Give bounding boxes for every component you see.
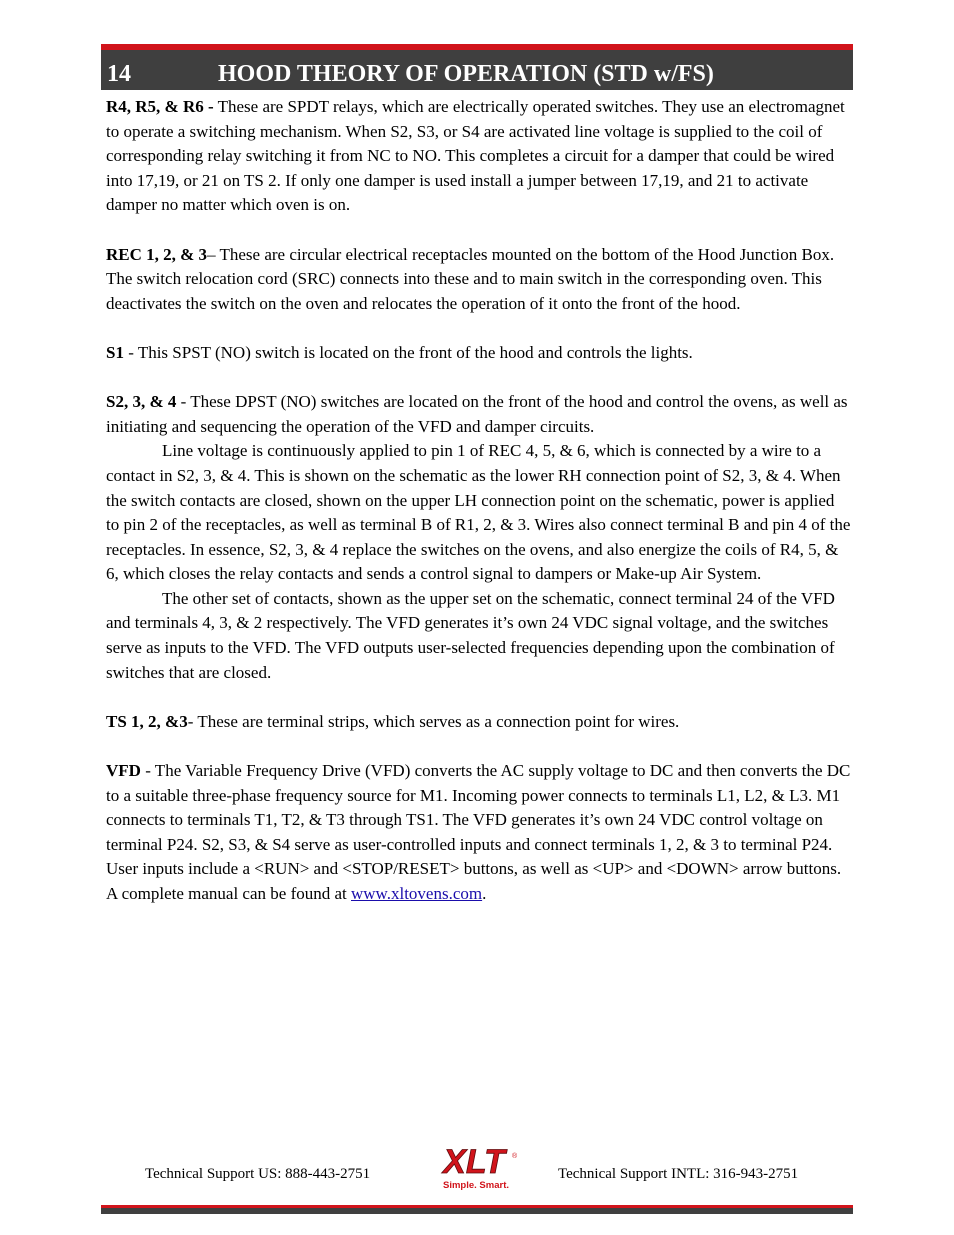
paragraph-s234 [106,390,851,439]
text-s1: - This SPST (NO) switch is located on the front of the hood and controls the lights. [123,342,693,362]
footer-support-us: Technical Support US: 888-443-2751 [145,1166,371,1182]
footer-support-intl: Technical Support INTL: 316-943-2751 [558,1166,799,1182]
term-s1: S1 [106,342,124,362]
text-vfd-tail: . [482,884,487,903]
logo-wordmark: XLT [443,1143,505,1181]
paragraph-receptacles [106,243,851,317]
xlt-logo [428,1142,524,1192]
paragraph-s234-line-voltage: Line voltage is continuously applied to pin 1 of REC 4, 5, & 6, which is connected by a wire to a contact in S2, 3, & 4. This is shown on the schematic as the lower RH connection point of S2, 3, & 4. When the switch contacts are closed, shown on the upper LH connection point on the schematic, power is applied to pin 2 of the receptacles, as well as terminal B of R1, 2, & 3. Wires also connect terminal B and pin 4 of the receptacles. In essence, S2, 3, & 4 replace the switches on the ovens, and also energize the coils of R4, 5, & 6, which closes the relay contacts and sends a control signal to dampers or Make-up Air System. [106,441,851,584]
body-content [106,95,851,907]
term-s234: S2, 3, & 4 [106,392,177,412]
paragraph-terminal-strips [106,710,851,735]
paragraph-vfd [106,759,851,907]
website-link[interactable]: www.xltovens.com [351,884,483,903]
text-terminal-strips: - These are terminal strips, which serves as a connection point for wires. [187,711,680,731]
term-relays: R4, R5, & R6 - [106,97,214,116]
text-s234: - These DPST (NO) switches are located on the front of the hood and control the ovens, as well as initiating and sequencing the operation of the VFD and damper circuits. [106,392,848,436]
term-receptacles: REC 1, 2, & 3 [106,244,208,264]
paragraph-relays [106,95,851,218]
term-vfd: VFD [106,761,141,781]
term-terminal-strips: TS 1, 2, &3 [106,711,188,731]
section-header-bar [101,44,853,90]
page-number: 14 [107,61,131,87]
paragraph-s1 [106,341,851,366]
paragraph-s234-contacts: The other set of contacts, shown as the upper set on the schematic, connect terminal 24 of the VFD and terminals 4, 3, & 2 respectively. The VFD generates it’s own 24 VDC signal voltage, and the switches serve as inputs to the VFD. The VFD outputs user-selected frequencies depending upon the combination of switches that are closed. [106,588,835,682]
footer-rule [101,1205,853,1214]
logo-registered-mark: ® [512,1153,518,1160]
text-relays: These are SPDT relays, which are electrically operated switches. They use an electromagnet to operate a switching mechanism. When S2, S3, or S4 are activated line voltage is supplied to the coil of corresponding relay switching it from NC to NO. This completes a circuit for a damper that could be wired into 17,19, or 21 on TS 2. If only one damper is used install a jumper between 17,19, and 21 to activate damper no matter which oven is on. [106,97,845,215]
page-title: HOOD THEORY OF OPERATION (STD w/FS) [218,61,714,87]
text-vfd: - The Variable Frequency Drive (VFD) converts the AC supply voltage to DC and then converts the DC to a suitable three-phase frequency source for M1. Incoming power connects to terminals L1, L2, & L3. M1 connects to terminals T1, T2, & T3 through TS1. The VFD generates it’s own 24 VDC control voltage on terminal P24. S2, S3, & S4 serve as user-controlled inputs and connect terminals 1, 2, & 3 to terminal P24. User inputs include a <RUN> and <STOP/RESET> buttons, as well as <UP> and <DOWN> arrow buttons. A complete manual can be found at [106,761,851,903]
logo-tagline: Simple. Smart. [443,1180,509,1191]
text-receptacles: – These are circular electrical receptacles mounted on the bottom of the Hood Junction Box. The switch relocation cord (SRC) connects into these and to main switch in the corresponding oven. This deactivates the switch on the oven and relocates the operation of it onto the front of the hood. [106,244,835,313]
